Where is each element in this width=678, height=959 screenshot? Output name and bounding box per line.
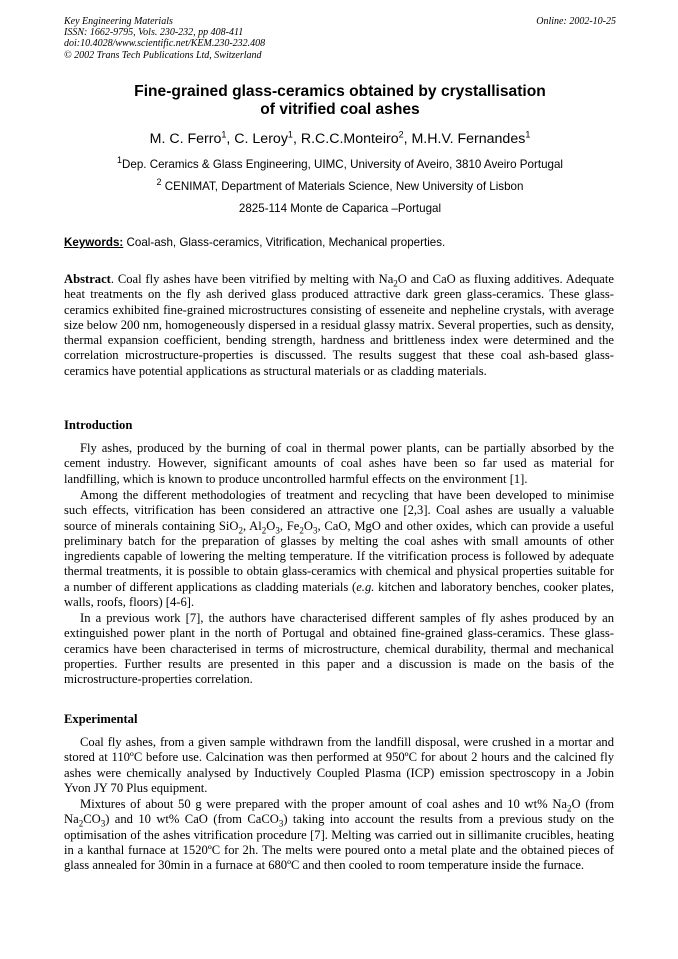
experimental-paragraph-2: [64, 797, 614, 873]
sub: 3: [275, 525, 280, 536]
intro-p2-text-f: , CaO, MgO and other oxides, which can provide a useful preliminary batch for the preparation of glasses by melting the coal ashes with small amounts of other ingredients capable of lowering the melting temperature. If the vitrification process is followed by adequate thermal treatments, it is possible to obtain glass-ceramics with chemical and physical properties suitable for a number of different applications as cladding materials (: [64, 518, 615, 594]
author-3: , R.C.C.Monteiro: [292, 131, 399, 147]
keywords: [64, 236, 616, 249]
author-3-affil: 2: [398, 129, 404, 140]
author-2-affil: 1: [287, 129, 293, 140]
exp-p2-text-b: O (from Na: [64, 797, 614, 827]
abstract-text-2: O and CaO as fluxing additives. Adequate heat treatments on the fly ash derived glass produced attractive dark green glass-ceramics. These glass-ceramics exhibited fine-grained microstructures consisting of esseneite and nepheline crystals, with average size below 200 nm, homogeneously dispersed in a residual glassy matrix. Several properties, such as density, thermal expansion coefficient, bending strength, hardness and brittleness index were determined and the correlation microstructure-properties is discussed. The results suggest that these coal ash-based glass-ceramics have potential applications as structural materials or as cladding materials.: [64, 272, 614, 378]
sub: 2: [567, 803, 572, 814]
sub: 2: [238, 525, 243, 536]
abstract-label: Abstract: [64, 272, 111, 286]
affiliation-2-address: 2825-114 Monte de Caparica –Portugal: [238, 202, 442, 215]
intro-p2-eg: e.g.: [356, 579, 375, 594]
intro-p2-text-d: , Fe: [279, 518, 300, 533]
intro-p2-text-g: kitchen and laboratory benches, cooker plates, walls, roofs, floors) [4-6].: [64, 579, 614, 610]
sub: 2: [299, 525, 304, 536]
affiliation-2-marker: 2: [156, 177, 162, 188]
issn: ISSN: 1662-9795, Vols. 230-232, pp 408-411: [64, 27, 244, 39]
doi: doi:10.4028/www.scientific.net/KEM.230-232.408: [64, 38, 266, 50]
intro-p2-text-e: O: [303, 518, 313, 533]
copyright: © 2002 Trans Tech Publications Ltd, Switzerland: [64, 49, 262, 61]
abstract: [64, 272, 614, 379]
sub: 3: [100, 818, 106, 829]
intro-paragraph-2: [64, 488, 614, 610]
experimental-paragraph-1: Coal fly ashes, from a given sample withdrawn from the landfill disposal, were crushed in a mortar and stored at 110ºC before use. Calcination was then performed at 950ºC for about 2 hours and the calcined fly ashes were chemically analysed by Inductively Coupled Plasma (ICP) emission spectroscopy in a Jobin Yvon JY 70 Plus equipment.: [64, 735, 614, 795]
author-1-affil: 1: [221, 129, 227, 140]
title-line-2: of vitrified coal ashes: [260, 101, 420, 118]
experimental-heading: Experimental: [64, 712, 138, 726]
intro-paragraph-3: In a previous work [7], the authors have characterised different samples of fly ashes produced by an extinguished power plant in the north of Portugal and obtained fine-grained glass-ceramics. These glass-ceramics have been characterised in terms of microstructure, chemical durability, thermal and mechanical properties. Further results are presented in this paper and a discussion is made on the basis of the microstructure-properties correlation.: [64, 611, 614, 687]
keywords-text: Coal-ash, Glass-ceramics, Vitrification, Mechanical properties.: [123, 236, 446, 249]
author-list: [64, 131, 616, 147]
author-4-affil: 1: [525, 129, 531, 140]
online-date: Online: 2002-10-25: [536, 16, 616, 27]
intro-p2-text-c: O: [266, 518, 276, 533]
affiliation-1-marker: 1: [117, 155, 123, 166]
abstract-sub: 2: [393, 278, 398, 289]
affiliation-2-text: CENIMAT, Department of Materials Science, New University of Lisbon: [161, 180, 524, 193]
journal-name: Key Engineering Materials: [64, 16, 173, 27]
intro-p2-text-a: Among the different methodologies of treatment and recycling that have been developed to minimise such effects, vitrification has been considered an attractive one [2,3]. Coal ashes are usually a valuable source of minerals containing SiO: [64, 488, 614, 533]
title-line-1: Fine-grained glass-ceramics obtained by crystallisation: [134, 83, 546, 100]
introduction-heading: Introduction: [64, 418, 133, 432]
journal-header: [64, 16, 616, 61]
intro-p2-text-b: , Al: [242, 518, 262, 533]
sub: 2: [261, 525, 267, 536]
exp-p2-text-e: ) taking into account the results from a previous study on the optimisation of the ashes vitrification procedure [7]. Melting was carried out in sillimanite crucibles, heating in a kanthal furnace at 1520ºC for 2h. The melts were poured onto a metal plate and the obtained pieces of glass annealed for 30min in a furnace at 680ºC and then cooled to room temperature inside the furnace.: [64, 812, 614, 873]
sub: 3: [312, 525, 318, 536]
exp-p2-text-d: ) and 10 wt% CaO (from CaCO: [105, 812, 279, 827]
exp-p2-text-a: Mixtures of about 50 g were prepared with the proper amount of coal ashes and 10 wt% Na: [80, 797, 568, 811]
author-4: , M.H.V. Fernandes: [403, 131, 526, 147]
affiliation-1-text: Dep. Ceramics & Glass Engineering, UIMC, University of Aveiro, 3810 Aveiro Portugal: [122, 158, 563, 171]
exp-p2-text-c: CO: [83, 812, 101, 827]
sub: 2: [78, 818, 84, 829]
affiliation-1: [64, 155, 616, 171]
keywords-label: Keywords:: [64, 236, 124, 249]
paper-title: [64, 83, 616, 119]
sub: 3: [278, 818, 284, 829]
abstract-text-1: . Coal fly ashes have been vitrified by melting with Na: [110, 272, 394, 286]
affiliation-2: [64, 177, 616, 193]
intro-paragraph-1: Fly ashes, produced by the burning of coal in thermal power plants, can be partially absorbed by the cement industry. However, significant amounts of coal ashes have been so far used as material for landfilling, which is known to produce uncontrolled harmful effects on the environment [1].: [64, 441, 614, 486]
author-2: , C. Leroy: [226, 131, 288, 147]
author-1: M. C. Ferro: [149, 131, 222, 147]
